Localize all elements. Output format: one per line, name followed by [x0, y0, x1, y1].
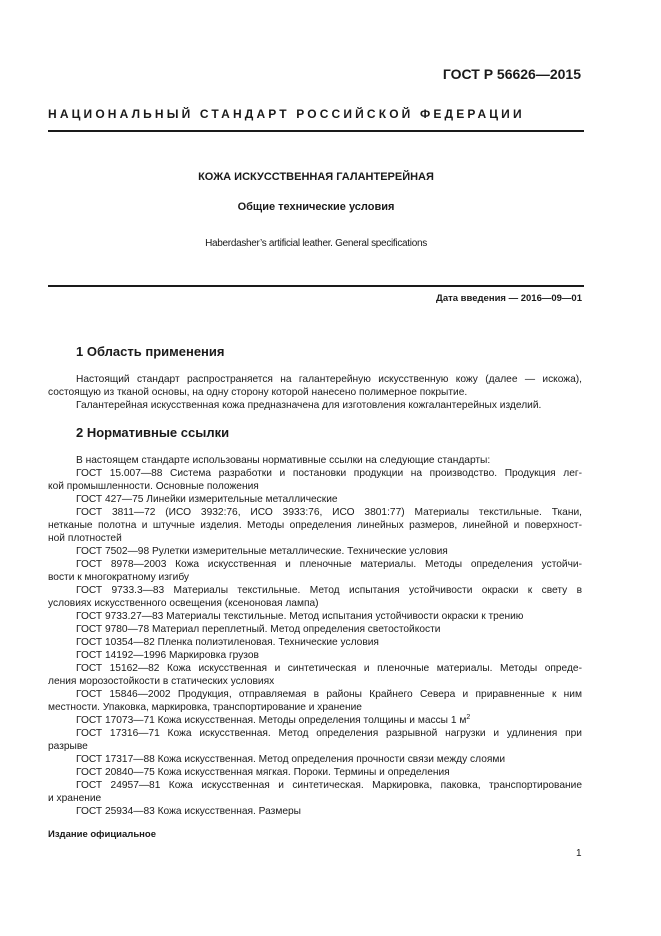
- reference-line: [76, 714, 582, 727]
- top-divider: [48, 130, 584, 132]
- section-1-heading: 1 Область применения: [76, 344, 225, 359]
- reference-line: ГОСТ 15.007—88 Система разработки и постановки продукции на производство. Продукция лег-: [76, 468, 582, 479]
- reference-line: ГОСТ 15846—2002 Продукция, отправляемая в районы Крайнего Севера и приравненные к ним: [76, 689, 582, 700]
- document-number: ГОСТ Р 56626—2015: [442, 66, 581, 82]
- reference-line: вости к многократному изгибу: [48, 572, 190, 583]
- section-1-line: Галантерейная искусственная кожа предназначена для изготовления кожгалантерейных изделий.: [76, 400, 542, 411]
- reference-line: ГОСТ 3811—72 (ИСО 3932:76, ИСО 3933:76, ИСО 3801:77) Материалы текстильные. Ткани,: [76, 507, 582, 518]
- reference-line: ГОСТ 20840—75 Кожа искусственная мягкая. Пороки. Термины и определения: [76, 767, 450, 778]
- reference-line: ГОСТ 14192—1996 Маркировка грузов: [76, 650, 259, 661]
- page-number: 1: [576, 848, 582, 859]
- section-2-heading: 2 Нормативные ссылки: [76, 425, 230, 440]
- bottom-divider: [48, 285, 584, 287]
- reference-line: кой промышленности. Основные положения: [48, 481, 259, 492]
- document-subtitle: Общие технические условия: [237, 201, 395, 213]
- reference-line: ГОСТ 9733.27—83 Материалы текстильные. Метод испытания устойчивости окраски к трению: [76, 611, 524, 622]
- national-standard-title: НАЦИОНАЛЬНЫЙ СТАНДАРТ РОССИЙСКОЙ ФЕДЕРАЦИИ: [48, 107, 525, 121]
- reference-line: нетканые полотна и штучные изделия. Методы определения линейных размеров, линейной и поверхност-: [48, 520, 582, 531]
- reference-line: ГОСТ 24957—81 Кожа искусственная и синтетическая. Маркировка, паковка, транспортирование: [76, 780, 582, 791]
- reference-line: В настоящем стандарте использованы нормативные ссылки на следующие стандарты:: [76, 455, 491, 466]
- reference-line: ГОСТ 15162—82 Кожа искусственная и синтетическая и пленочные материалы. Методы опреде-: [76, 663, 582, 674]
- reference-line: ГОСТ 17316—71 Кожа искусственная. Метод определения разрывной нагрузки и удлинения при: [76, 728, 582, 739]
- reference-line: ГОСТ 10354—82 Пленка полиэтиленовая. Технические условия: [76, 637, 379, 648]
- reference-line: ГОСТ 17317—88 Кожа искусственная. Метод определения прочности связи между слоями: [76, 754, 506, 765]
- english-title: Haberdasher’s artificial leather. General specifications: [205, 238, 427, 249]
- publication-note: Издание официальное: [48, 829, 156, 840]
- reference-line: ГОСТ 9733.3—83 Материалы текстильные. Метод испытания устойчивости окраски к свету в: [76, 585, 582, 596]
- reference-line: ной плотностей: [48, 533, 122, 544]
- reference-line: ления морозостойкости в статических условиях: [48, 676, 275, 687]
- reference-line: ГОСТ 7502—98 Рулетки измерительные металлические. Технические условия: [76, 546, 448, 557]
- superscript: 2: [466, 714, 471, 721]
- reference-line: ГОСТ 427—75 Линейки измерительные металлические: [76, 494, 338, 505]
- document-title: КОЖА ИСКУССТВЕННАЯ ГАЛАНТЕРЕЙНАЯ: [198, 171, 434, 183]
- reference-line: ГОСТ 25934—83 Кожа искусственная. Размеры: [76, 806, 301, 817]
- introduction-date: Дата введения — 2016—09—01: [436, 293, 582, 304]
- reference-line: ГОСТ 8978—2003 Кожа искусственная и пленочные материалы. Методы определения устойчи-: [76, 559, 582, 570]
- reference-line: условиях искусственного освещения (ксеноновая лампа): [48, 598, 319, 609]
- reference-line: ГОСТ 9780—78 Материал переплетный. Метод определения светостойкости: [76, 624, 441, 635]
- reference-line: разрыве: [48, 741, 88, 752]
- reference-line: и хранение: [48, 793, 102, 804]
- section-1-line: Настоящий стандарт распространяется на галантерейную искусственную кожу (далее — искожа),: [76, 374, 582, 385]
- reference-text: ГОСТ 17073—71 Кожа искусственная. Методы определения толщины и массы 1 м: [76, 715, 467, 726]
- reference-line: местности. Упаковка, маркировка, транспортирование и хранение: [48, 702, 362, 713]
- section-1-line: состоящую из тканой основы, на одну сторону которой нанесено полимерное покрытие.: [48, 387, 468, 398]
